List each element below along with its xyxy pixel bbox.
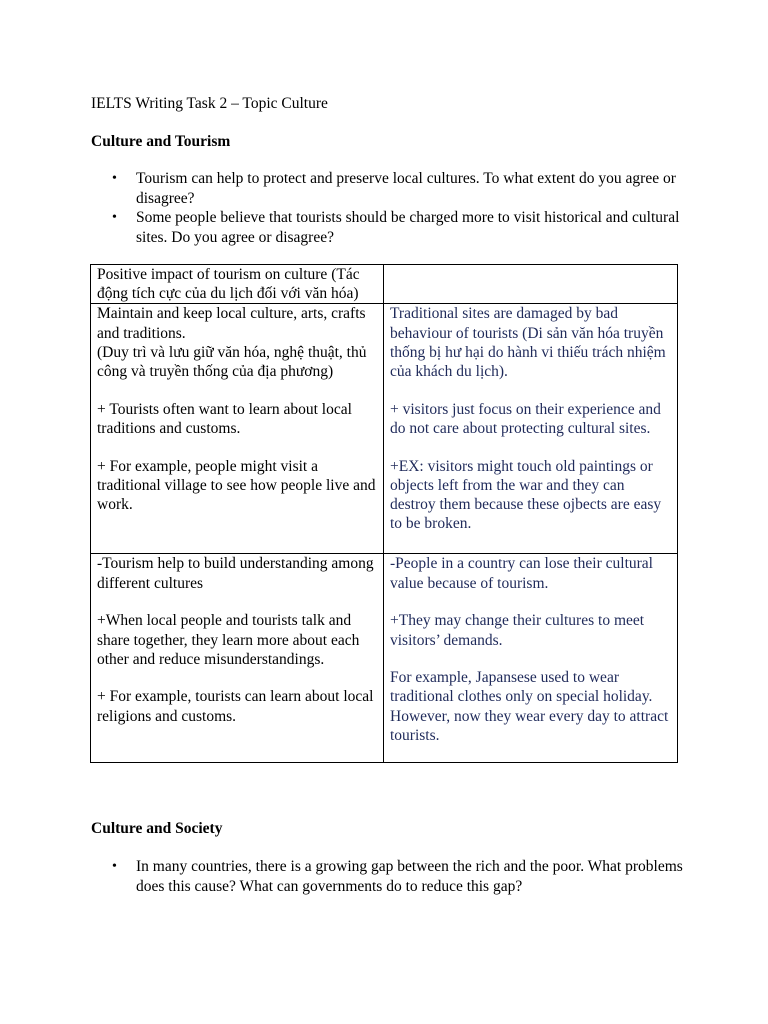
list-item: • Some people believe that tourists should be charged more to visit historical and cultural sites. Do you agree or disagree? — [91, 208, 691, 247]
list-item: • In many countries, there is a growing gap between the rich and the poor. What problems does this cause? What can governments do to reduce this gap? — [91, 857, 691, 896]
table-cell-positive-1 — [91, 304, 384, 554]
cell-paragraph: +When local people and tourists talk and share together, they learn more about each other and reduce misunderstandings. — [97, 612, 360, 668]
cell-paragraph: + For example, tourists can learn about local religions and customs. — [97, 688, 374, 725]
table-header-right — [384, 265, 678, 304]
table-row — [91, 554, 678, 763]
table-header-left — [91, 265, 384, 304]
cell-paragraph: +They may change their cultures to meet visitors’ demands. — [390, 612, 645, 649]
cell-paragraph: +EX: visitors might touch old paintings or objects left from the war and they can destroy them because these ojbects are easy to be broken. — [390, 457, 662, 533]
table-cell-negative-1 — [384, 304, 678, 554]
table-cell-negative-2 — [384, 554, 678, 763]
document-title: IELTS Writing Task 2 – Topic Culture — [91, 95, 328, 112]
cell-paragraph: + For example, people might visit a traditional village to see how people live and work. — [97, 457, 376, 514]
section-heading-culture-society: Culture and Society — [91, 820, 223, 837]
cell-paragraph: + Tourists often want to learn about local traditions and customs. — [97, 400, 352, 437]
cell-paragraph: Traditional sites are damaged by bad behaviour of tourists (Di sản văn hóa truyền thống bị hư hại do hành vi thiếu trách nhiệm của khách du lịch). — [390, 305, 666, 381]
cell-paragraph: For example, Japansese used to wear traditional clothes only on special holiday. However, now they wear every day to attract tourists. — [390, 669, 669, 744]
cell-paragraph: -Tourism help to build understanding among different cultures — [97, 555, 374, 592]
table-header-row — [91, 265, 678, 304]
cell-paragraph: Maintain and keep local culture, arts, crafts and traditions. — [97, 305, 366, 342]
list-item: • Tourism can help to protect and preserve local cultures. To what extent do you agree or disagree? — [91, 169, 691, 208]
header-text: Positive impact of tourism on culture (Tác động tích cực của du lịch đối với văn hóa) — [97, 266, 360, 303]
society-question-list — [91, 857, 691, 896]
section-heading-culture-tourism: Culture and Tourism — [91, 133, 231, 150]
table-cell-positive-2 — [91, 554, 384, 763]
tourism-question-list — [91, 169, 691, 247]
impact-table — [90, 264, 678, 763]
cell-paragraph: -People in a country can lose their cultural value because of tourism. — [390, 555, 653, 592]
cell-paragraph: (Duy trì và lưu giữ văn hóa, nghệ thuật, thủ công và truyền thống của địa phương) — [97, 343, 367, 381]
table-row — [91, 304, 678, 554]
cell-paragraph: + visitors just focus on their experience and do not care about protecting cultural sites. — [390, 400, 661, 437]
